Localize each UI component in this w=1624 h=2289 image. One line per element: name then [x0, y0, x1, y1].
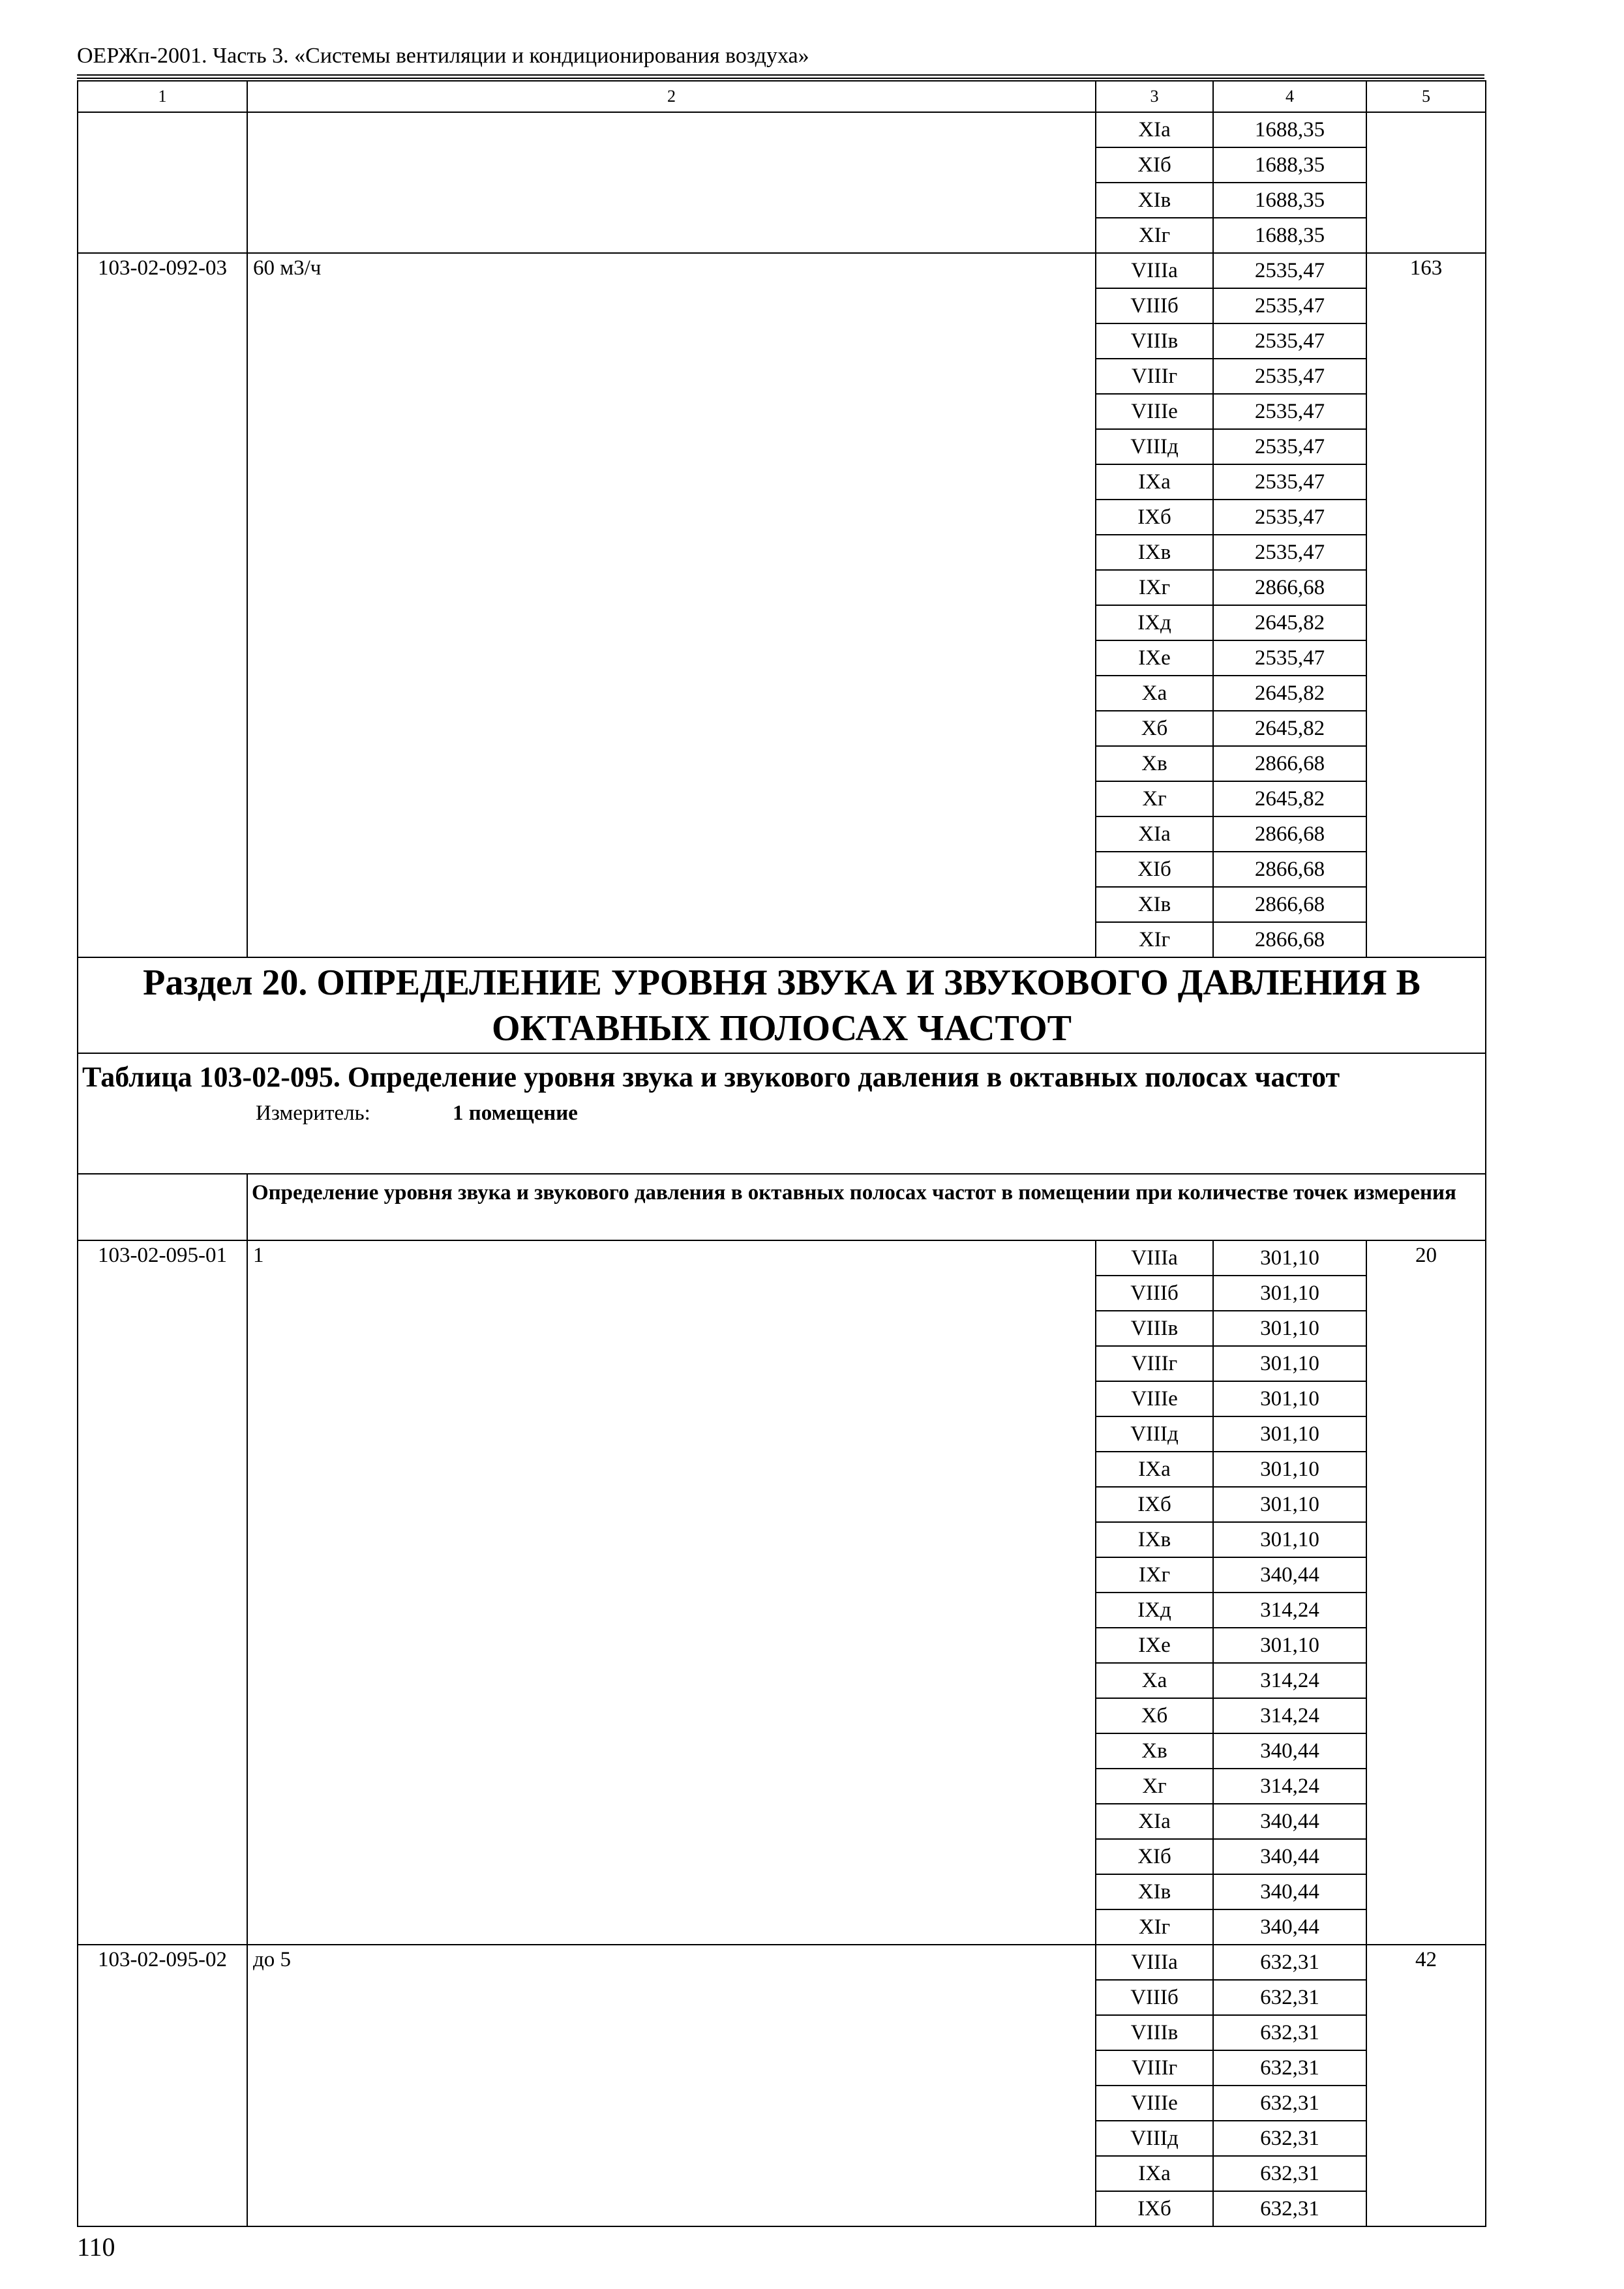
price-cell: 632,31 — [1213, 2156, 1366, 2191]
price-cell: 301,10 — [1213, 1346, 1366, 1381]
column-number: 2 — [247, 81, 1096, 112]
price-cell: 2866,68 — [1213, 852, 1366, 887]
description-code-cell — [78, 1174, 247, 1240]
price-cell: 2535,47 — [1213, 464, 1366, 500]
zone-cell: VIIIа — [1096, 1945, 1213, 1980]
price-cell: 632,31 — [1213, 1980, 1366, 2015]
entry-103-02-092-03 — [78, 253, 1486, 957]
price-table — [77, 80, 1486, 2227]
price-cell: 632,31 — [1213, 2191, 1366, 2226]
item-code: 103-02-092-03 — [78, 253, 247, 957]
zone-cell: XIа — [1096, 112, 1213, 147]
col5-value: 20 — [1366, 1240, 1486, 1945]
price-cell: 314,24 — [1213, 1698, 1366, 1733]
price-cell: 2535,47 — [1213, 394, 1366, 429]
zone-cell: VIIIб — [1096, 1980, 1213, 2015]
zone-cell: VIIIб — [1096, 288, 1213, 323]
table-row — [78, 1945, 1486, 1980]
zone-cell: XIа — [1096, 816, 1213, 852]
price-cell: 301,10 — [1213, 1276, 1366, 1311]
section-row — [78, 957, 1486, 1053]
zone-cell: Xв — [1096, 1733, 1213, 1769]
price-cell: 1688,35 — [1213, 218, 1366, 253]
zone-cell: XIв — [1096, 887, 1213, 922]
zone-cell: IXв — [1096, 535, 1213, 570]
zone-cell: XIг — [1096, 922, 1213, 957]
price-cell: 301,10 — [1213, 1522, 1366, 1557]
zone-cell: IXг — [1096, 1557, 1213, 1593]
zone-cell: Xб — [1096, 711, 1213, 746]
table-row — [78, 112, 1486, 147]
zone-cell: VIIIа — [1096, 253, 1213, 288]
zone-cell: XIв — [1096, 183, 1213, 218]
col5-value: 42 — [1366, 1945, 1486, 2226]
column-number: 5 — [1366, 81, 1486, 112]
item-name: 60 м3/ч — [247, 253, 1096, 957]
price-cell: 632,31 — [1213, 2086, 1366, 2121]
price-cell: 2535,47 — [1213, 500, 1366, 535]
price-cell: 301,10 — [1213, 1416, 1366, 1452]
entry-103-02-095-02 — [78, 1945, 1486, 2226]
zone-cell: Xг — [1096, 781, 1213, 816]
table-title-row — [78, 1053, 1486, 1174]
price-cell: 1688,35 — [1213, 112, 1366, 147]
col5-value — [1366, 112, 1486, 253]
zone-cell: IXб — [1096, 1487, 1213, 1522]
item-code: 103-02-095-02 — [78, 1945, 247, 2226]
zone-cell: IXг — [1096, 570, 1213, 605]
price-cell: 340,44 — [1213, 1804, 1366, 1839]
price-cell: 2535,47 — [1213, 288, 1366, 323]
table-row — [78, 253, 1486, 288]
column-number: 1 — [78, 81, 247, 112]
price-cell: 314,24 — [1213, 1663, 1366, 1698]
price-cell: 2866,68 — [1213, 816, 1366, 852]
zone-cell: VIIIг — [1096, 2050, 1213, 2086]
price-cell: 2535,47 — [1213, 640, 1366, 676]
zone-cell: IXд — [1096, 605, 1213, 640]
column-number-row — [78, 81, 1486, 112]
price-cell: 301,10 — [1213, 1311, 1366, 1346]
page-number: 110 — [77, 2232, 115, 2262]
item-code — [78, 112, 247, 253]
price-cell: 2535,47 — [1213, 429, 1366, 464]
zone-cell: IXа — [1096, 1452, 1213, 1487]
zone-cell: VIIIд — [1096, 1416, 1213, 1452]
price-cell: 632,31 — [1213, 2015, 1366, 2050]
price-cell: 2866,68 — [1213, 922, 1366, 957]
zone-cell: VIIIе — [1096, 394, 1213, 429]
zone-cell: VIIIв — [1096, 1311, 1213, 1346]
zone-cell: VIIIд — [1096, 429, 1213, 464]
measure-line — [82, 1100, 1485, 1126]
table-title-cell — [78, 1053, 1486, 1174]
zone-cell: VIIIе — [1096, 1381, 1213, 1416]
zone-cell: VIIIв — [1096, 2015, 1213, 2050]
price-cell: 2866,68 — [1213, 570, 1366, 605]
zone-cell: Xа — [1096, 676, 1213, 711]
zone-cell: VIIIа — [1096, 1240, 1213, 1276]
continued-rows — [78, 112, 1486, 253]
measure-label: Измеритель: — [256, 1101, 370, 1125]
item-code: 103-02-095-01 — [78, 1240, 247, 1945]
price-cell: 2866,68 — [1213, 887, 1366, 922]
price-cell: 301,10 — [1213, 1452, 1366, 1487]
price-cell: 1688,35 — [1213, 147, 1366, 183]
zone-cell: XIб — [1096, 1839, 1213, 1874]
zone-cell: IXб — [1096, 2191, 1213, 2226]
zone-cell: IXе — [1096, 1628, 1213, 1663]
header-rule-top — [77, 74, 1484, 76]
zone-cell: IXв — [1096, 1522, 1213, 1557]
price-cell: 301,10 — [1213, 1240, 1366, 1276]
price-cell: 340,44 — [1213, 1874, 1366, 1909]
table-description: Определение уровня звука и звукового давления в октавных полосах частот в помещении при количестве точек измерения — [247, 1174, 1486, 1240]
price-cell: 314,24 — [1213, 1769, 1366, 1804]
price-cell: 2535,47 — [1213, 535, 1366, 570]
zone-cell: XIб — [1096, 852, 1213, 887]
price-cell: 632,31 — [1213, 1945, 1366, 1980]
col5-value: 163 — [1366, 253, 1486, 957]
zone-cell: IXе — [1096, 640, 1213, 676]
zone-cell: IXа — [1096, 2156, 1213, 2191]
price-cell: 301,10 — [1213, 1381, 1366, 1416]
zone-cell: XIг — [1096, 1909, 1213, 1945]
price-cell: 340,44 — [1213, 1733, 1366, 1769]
price-cell: 2535,47 — [1213, 359, 1366, 394]
description-row — [78, 1174, 1486, 1240]
section-title: Раздел 20. ОПРЕДЕЛЕНИЕ УРОВНЯ ЗВУКА И ЗВУКОВОГО ДАВЛЕНИЯ В ОКТАВНЫХ ПОЛОСАХ ЧАСТОТ — [78, 957, 1486, 1053]
zone-cell: VIIIг — [1096, 359, 1213, 394]
zone-cell: Xг — [1096, 1769, 1213, 1804]
price-cell: 301,10 — [1213, 1487, 1366, 1522]
zone-cell: Xв — [1096, 746, 1213, 781]
zone-cell: XIб — [1096, 147, 1213, 183]
zone-cell: VIIIд — [1096, 2121, 1213, 2156]
zone-cell: VIIIв — [1096, 323, 1213, 359]
zone-cell: XIг — [1096, 218, 1213, 253]
zone-cell: VIIIг — [1096, 1346, 1213, 1381]
price-cell: 632,31 — [1213, 2121, 1366, 2156]
header-rule-bottom — [77, 78, 1484, 79]
price-cell: 340,44 — [1213, 1909, 1366, 1945]
price-cell: 340,44 — [1213, 1557, 1366, 1593]
zone-cell: VIIIб — [1096, 1276, 1213, 1311]
price-cell: 301,10 — [1213, 1628, 1366, 1663]
price-cell: 632,31 — [1213, 2050, 1366, 2086]
column-number: 4 — [1213, 81, 1366, 112]
column-number: 3 — [1096, 81, 1213, 112]
table-title: Таблица 103-02-095. Определение уровня звука и звукового давления в октавных полосах частот — [82, 1061, 1340, 1093]
entry-103-02-095-01 — [78, 1240, 1486, 1945]
zone-cell: Xа — [1096, 1663, 1213, 1698]
price-cell: 2645,82 — [1213, 676, 1366, 711]
zone-cell: IXб — [1096, 500, 1213, 535]
zone-cell: Xб — [1096, 1698, 1213, 1733]
table-row — [78, 1240, 1486, 1276]
zone-cell: XIа — [1096, 1804, 1213, 1839]
price-cell: 2645,82 — [1213, 711, 1366, 746]
price-cell: 1688,35 — [1213, 183, 1366, 218]
zone-cell: IXд — [1096, 1593, 1213, 1628]
price-cell: 340,44 — [1213, 1839, 1366, 1874]
item-name: 1 — [247, 1240, 1096, 1945]
zone-cell: XIв — [1096, 1874, 1213, 1909]
running-header: ОЕРЖп-2001. Часть 3. «Системы вентиляции и кондиционирования воздуха» — [77, 44, 809, 68]
price-cell: 314,24 — [1213, 1593, 1366, 1628]
price-cell: 2535,47 — [1213, 323, 1366, 359]
item-name — [247, 112, 1096, 253]
item-name: до 5 — [247, 1945, 1096, 2226]
price-cell: 2645,82 — [1213, 781, 1366, 816]
price-cell: 2535,47 — [1213, 253, 1366, 288]
price-cell: 2866,68 — [1213, 746, 1366, 781]
measure-value: 1 помещение — [453, 1101, 578, 1125]
zone-cell: VIIIе — [1096, 2086, 1213, 2121]
zone-cell: IXа — [1096, 464, 1213, 500]
price-cell: 2645,82 — [1213, 605, 1366, 640]
